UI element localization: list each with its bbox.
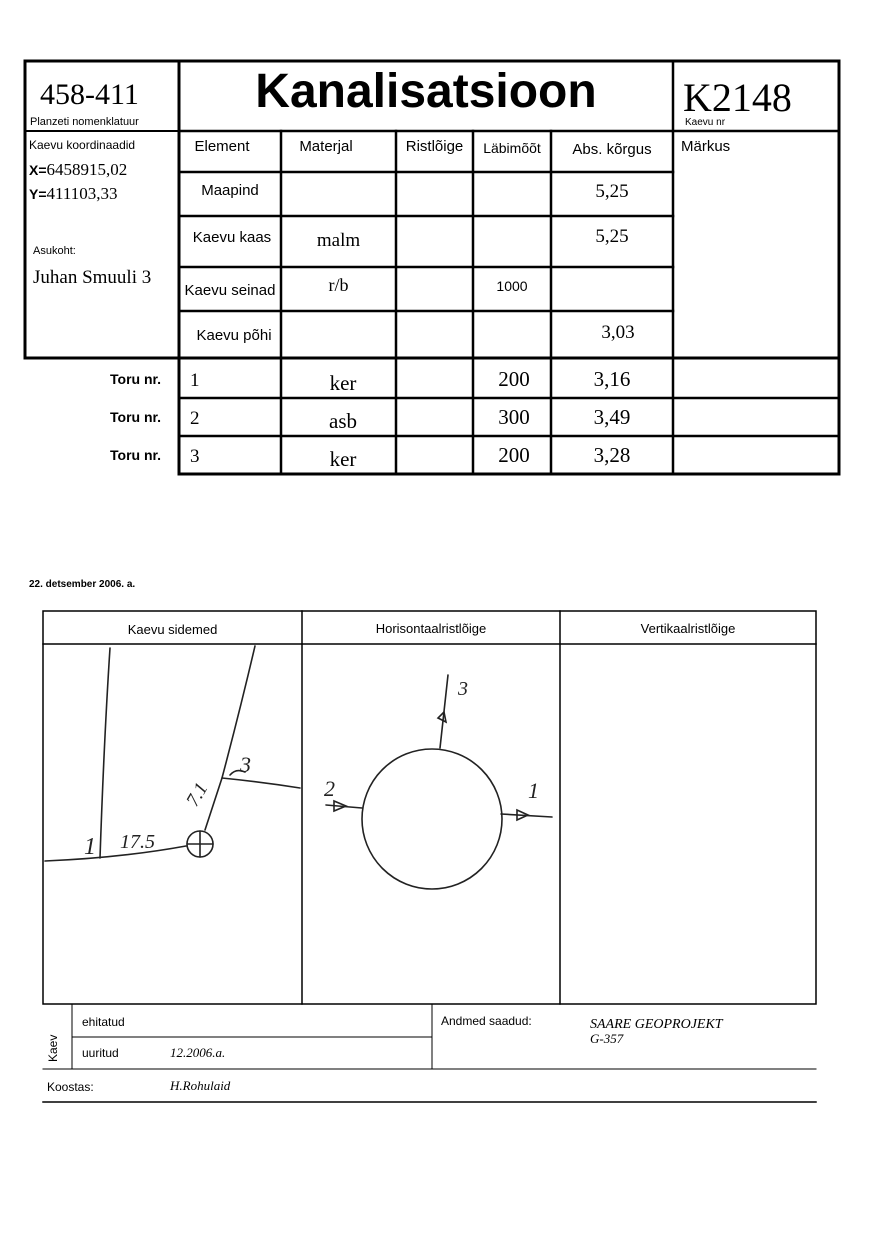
y-coordinate xyxy=(29,184,118,204)
y-label: Y= xyxy=(29,186,47,202)
pipe-label-1: 1 xyxy=(528,778,539,803)
connections-sketch xyxy=(45,646,300,861)
data-from-code: G-357 xyxy=(590,1031,624,1046)
well-number-label: Kaevu nr xyxy=(685,117,726,128)
line-label-3: 3 xyxy=(240,752,251,777)
pipe-diameter: 200 xyxy=(498,367,530,391)
kaev-label: Kaev xyxy=(46,1034,60,1062)
header-connections: Kaevu sidemed xyxy=(127,622,218,637)
header-remarks: Märkus xyxy=(681,138,731,155)
header-vertical-section: Vertikaalristlõige xyxy=(640,621,736,636)
row-abs-height: 5,25 xyxy=(595,226,629,247)
x-label: X= xyxy=(29,162,47,178)
nomenclature-label: Planzeti nomenklatuur xyxy=(30,116,139,128)
pipe-abs-height: 3,16 xyxy=(593,367,631,391)
header-cross-section: Ristlõige xyxy=(405,138,464,155)
row-material: r/b xyxy=(328,275,349,295)
row-material: malm xyxy=(316,230,361,251)
surveyed-label: uuritud xyxy=(82,1046,119,1060)
compiled-label: Koostas: xyxy=(47,1080,94,1094)
location-value: Juhan Smuuli 3 xyxy=(33,267,152,288)
pipe-label-2: 2 xyxy=(324,776,335,801)
nomenclature-value: 458-411 xyxy=(40,78,139,111)
row-abs-height: 3,03 xyxy=(601,322,635,343)
pipe-diameter: 300 xyxy=(498,405,530,429)
row-diameter: 1000 xyxy=(496,278,528,294)
pipe-label: Toru nr. xyxy=(110,447,162,463)
location-label: Asukoht: xyxy=(33,245,76,257)
header-abs-height: Abs. kõrgus xyxy=(572,141,652,158)
data-from-company: SAARE GEOPROJEKT xyxy=(590,1017,723,1032)
pipe-label: Toru nr. xyxy=(110,409,162,425)
header-material: Materjal xyxy=(299,138,353,155)
line-label-1: 1 xyxy=(84,834,96,860)
page-title: Kanalisatsioon xyxy=(255,65,597,118)
pipe-number: 3 xyxy=(190,446,200,467)
well-number: K2148 xyxy=(683,75,792,120)
x-coordinate xyxy=(29,160,127,180)
x-value: 6458915,02 xyxy=(46,160,128,179)
header-diameter: Läbimõõt xyxy=(483,140,541,156)
pipe-number: 1 xyxy=(190,370,200,391)
pipe-material: ker xyxy=(329,447,357,471)
measure-7-1: 7.1 xyxy=(182,779,213,811)
pipe-material: ker xyxy=(329,371,357,395)
pipe-abs-height: 3,49 xyxy=(593,405,631,429)
surveyed-value: 12.2006.a. xyxy=(170,1045,226,1060)
coordinates-label: Kaevu koordinaadid xyxy=(29,138,136,152)
header-horizontal-section: Horisontaalristlõige xyxy=(375,621,487,636)
compiled-value: H.Rohulaid xyxy=(170,1078,231,1093)
pipe-label-3: 3 xyxy=(458,678,468,700)
row-element: Kaevu kaas xyxy=(192,229,272,246)
row-element: Kaevu põhi xyxy=(196,327,272,344)
measure-17-5: 17.5 xyxy=(120,831,155,853)
header-element: Element xyxy=(194,138,250,155)
pipe-diameter: 200 xyxy=(498,443,530,467)
pipe-abs-height: 3,28 xyxy=(593,443,631,467)
pipe-number: 2 xyxy=(190,408,200,429)
row-abs-height: 5,25 xyxy=(595,181,629,202)
row-element: Kaevu seinad xyxy=(184,282,276,299)
pipe-material: asb xyxy=(329,409,357,433)
row-element: Maapind xyxy=(201,182,259,199)
y-value: 411103,33 xyxy=(46,184,118,203)
document-date: 22. detsember 2006. a. xyxy=(29,579,136,590)
horizontal-sketch xyxy=(326,675,552,889)
data-from-label: Andmed saadud: xyxy=(441,1014,532,1028)
built-label: ehitatud xyxy=(82,1015,125,1029)
pipe-label: Toru nr. xyxy=(110,371,162,387)
